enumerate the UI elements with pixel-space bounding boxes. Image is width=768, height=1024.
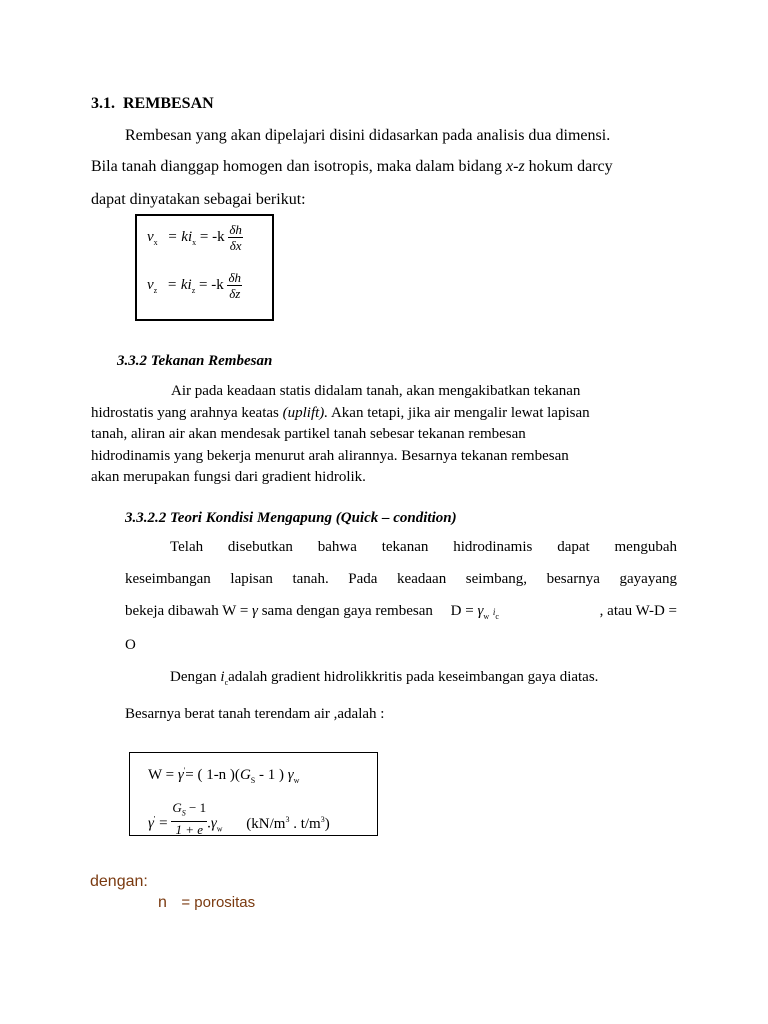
quick-line-3: bekeja dibawah W = γ sama dengan gaya rembesan $D = \gamma_w$ $i_c$ , atau W-D = <box>125 603 677 621</box>
quick-line-5: Dengan $i_cadalah$ gradient hidrolikkritis pada keseimbangan gaya diatas. <box>170 669 599 687</box>
quick-line-4: O <box>125 637 136 653</box>
n-symbol: n <box>158 894 167 911</box>
porosity-text: = porositas <box>181 894 256 911</box>
quick-line-1: Telah disebutkan bahwa tekanan hidrodinamis dapat mengubah <box>170 539 677 555</box>
formula-row-2: γ' = $\frac{G_S - 1}{1 + e}$ $.\gamma_w$ ($kN/m^3$ . $t/m^3$) <box>148 800 330 836</box>
section-title: REMBESAN <box>123 95 214 112</box>
dengan-label: dengan: <box>90 873 148 890</box>
fraction-gs-minus-1: $\frac{G_S - 1}{1 + e}$ <box>172 800 207 836</box>
section-heading <box>91 94 214 114</box>
units: ($kN/m^3$ . $t/m^3$) <box>246 814 330 832</box>
fraction-dh-dx: $\frac{\delta h}{\delta x}$ <box>229 222 242 253</box>
equation-vz: $v_z = ki_z = -k$ $\frac{\delta h}{\delta z}$ <box>147 270 242 301</box>
paragraph-line-3: dapat dinyatakan sebagai berikut: <box>91 191 306 208</box>
porosity-definition <box>158 894 255 912</box>
quick-line-2: keseimbangan lapisan tanah. Pada keadaan seimbang, besarnya gayayang <box>125 571 677 587</box>
darcy-equation-box <box>135 214 274 321</box>
subsection-title: 3.3.2 Tekanan Rembesan <box>117 353 273 369</box>
fraction-dh-dz: $\frac{\delta h}{\delta z}$ <box>228 270 242 301</box>
paragraph-line-1: Rembesan yang akan dipelajari disini didasarkan pada analisis dua dimensi. <box>125 127 611 144</box>
quick-line-6: Besarnya berat tanah terendam air ,adalah : <box>125 706 385 722</box>
subsubsection-title: 3.3.2.2 Teori Kondisi Mengapung (Quick – condition) <box>125 510 457 526</box>
section-number: 3.1. <box>91 95 115 112</box>
paragraph-line-2: Bila tanah dianggap homogen dan isotropis, maka dalam bidang x-z hokum darcy <box>91 158 613 175</box>
submerged-weight-box <box>129 752 378 836</box>
formula-row-1: W = γ'= ( 1-n )($G_S - 1$ ) $\gamma_w$ <box>148 766 300 785</box>
equation-vx: $v_x = ki_x = -k$ $\frac{\delta h}{\delta x}$ <box>147 222 242 253</box>
subsection-paragraph: Air pada keadaan statis didalam tanah, akan mengakibatkan tekanan hidrostatis yang arahnya keatas (uplift). Akan tetapi, jika air mengalir lewat lapisan tanah, aliran air akan mendesak partikel tanah sebesar tekanan rembesan hidrodinamis yang bekerja menurut arah alirannya. Besarnya tekanan rembesan akan merupakan fungsi dari gradient hidrolik. <box>91 383 590 485</box>
